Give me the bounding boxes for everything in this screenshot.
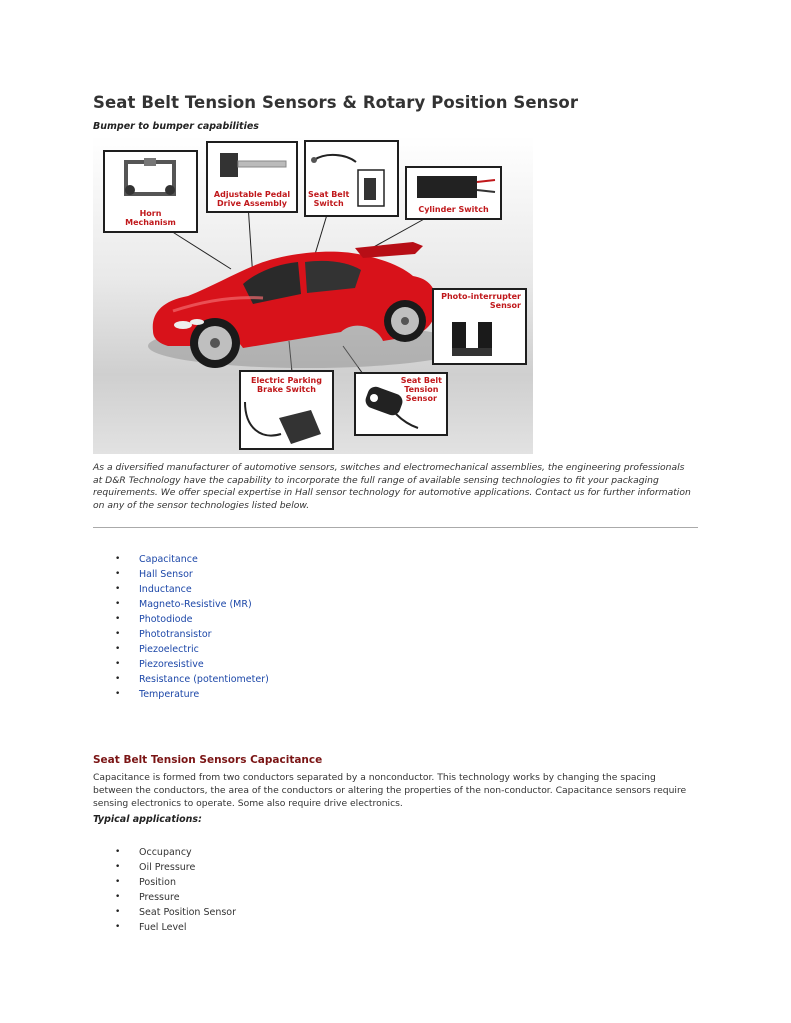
callout-electric-parking-brake (239, 370, 334, 450)
callout-label-seatbelt-switch: Seat Belt Switch (308, 190, 350, 208)
bullet-icon: • (115, 614, 121, 625)
application-item-text: Pressure (139, 891, 180, 903)
technology-link[interactable] (93, 597, 698, 612)
technology-link-text[interactable]: Magneto-Resistive (MR) (139, 599, 252, 611)
technology-link-text[interactable]: Phototransistor (139, 629, 212, 641)
application-item (93, 875, 698, 890)
technology-link-text[interactable]: Piezoelectric (139, 644, 199, 656)
horn-part-icon (120, 156, 180, 201)
technology-link[interactable] (93, 642, 698, 657)
bullet-icon: • (115, 689, 121, 700)
parking-brake-part-icon (241, 398, 331, 448)
bullet-icon: • (115, 906, 121, 917)
application-item-text: Position (139, 876, 176, 888)
technology-link-text[interactable]: Hall Sensor (139, 569, 193, 581)
application-item (93, 845, 698, 860)
applications-list (93, 845, 698, 935)
technology-link-text[interactable]: Resistance (potentiometer) (139, 674, 269, 686)
callout-label-photo: Photo-interrupter Sensor (441, 292, 521, 310)
callout-label-horn: Horn Mechanism (125, 209, 176, 227)
page-title: Seat Belt Tension Sensors & Rotary Position Sensor (93, 93, 579, 112)
callout-seat-belt-tension-sensor (354, 372, 448, 436)
intro-paragraph: As a diversified manufacturer of automotive sensors, switches and electromechanical assemblies, the engineering professionals at D&R Technology have the capability to incorporate the full range of available sensing technologies to fit your packaging requirements. We offer special expertise in Hall sensor technology for automotive applications. Contact us for further information on any of the sensor technologies listed below. (93, 462, 691, 511)
technology-link[interactable] (93, 552, 698, 567)
section-body: Capacitance is formed from two conductors separated by a nonconductor. This technology works by changing the spacing between the conductors, the area of the conductors or altering the properties of the non-conductor. Capacitance sensors require sensing electronics to operate. Some also require drive electronics. (93, 772, 687, 809)
photo-interrupter-part-icon (448, 314, 508, 362)
typical-applications-label: Typical applications: (93, 813, 202, 825)
technology-list (93, 552, 698, 702)
bullet-icon: • (115, 584, 121, 595)
section-heading: Seat Belt Tension Sensors Capacitance (93, 754, 323, 767)
technology-link-text[interactable]: Inductance (139, 584, 192, 596)
page (93, 93, 698, 935)
bullet-icon: • (115, 846, 121, 857)
technology-link[interactable] (93, 567, 698, 582)
bullet-icon: • (115, 876, 121, 887)
bullet-icon: • (115, 644, 121, 655)
application-item (93, 920, 698, 935)
sensor-car-figure (93, 136, 533, 454)
bullet-icon: • (115, 921, 121, 932)
callout-seat-belt-switch (304, 140, 399, 217)
bullet-icon: • (115, 554, 121, 565)
pedal-part-icon (214, 147, 294, 183)
application-item (93, 890, 698, 905)
bullet-icon: • (115, 674, 121, 685)
page-subtitle: Bumper to bumper capabilities (93, 121, 259, 132)
application-item-text: Seat Position Sensor (139, 906, 237, 918)
technology-link[interactable] (93, 582, 698, 597)
bullet-icon: • (115, 599, 121, 610)
bullet-icon: • (115, 861, 121, 872)
technology-link[interactable] (93, 687, 698, 702)
bullet-icon: • (115, 659, 121, 670)
application-item-text: Occupancy (139, 846, 192, 858)
technology-link-text[interactable]: Capacitance (139, 554, 198, 566)
bullet-icon: • (115, 629, 121, 640)
callout-label-parking: Electric Parking Brake Switch (251, 376, 322, 394)
callout-photo-interrupter (432, 288, 527, 365)
application-item-text: Oil Pressure (139, 861, 196, 873)
technology-link[interactable] (93, 672, 698, 687)
callout-label-tension: Seat Belt Tension Sensor (400, 376, 442, 403)
application-item-text: Fuel Level (139, 921, 187, 933)
callout-adjustable-pedal (206, 141, 298, 213)
application-item (93, 860, 698, 875)
technology-link-text[interactable]: Piezoresistive (139, 659, 204, 671)
technology-link-text[interactable]: Temperature (139, 689, 200, 701)
bullet-icon: • (115, 891, 121, 902)
cylinder-switch-part-icon (413, 172, 498, 202)
callout-horn-mechanism (103, 150, 198, 233)
technology-link[interactable] (93, 657, 698, 672)
callout-cylinder-switch (405, 166, 502, 220)
callout-label-pedal: Adjustable Pedal Drive Assembly (213, 190, 291, 208)
technology-link-text[interactable]: Photodiode (139, 614, 193, 626)
technology-link[interactable] (93, 612, 698, 627)
technology-link[interactable] (93, 627, 698, 642)
bullet-icon: • (115, 569, 121, 580)
callout-label-cylinder: Cylinder Switch (418, 205, 489, 214)
section-divider (93, 527, 698, 528)
application-item (93, 905, 698, 920)
